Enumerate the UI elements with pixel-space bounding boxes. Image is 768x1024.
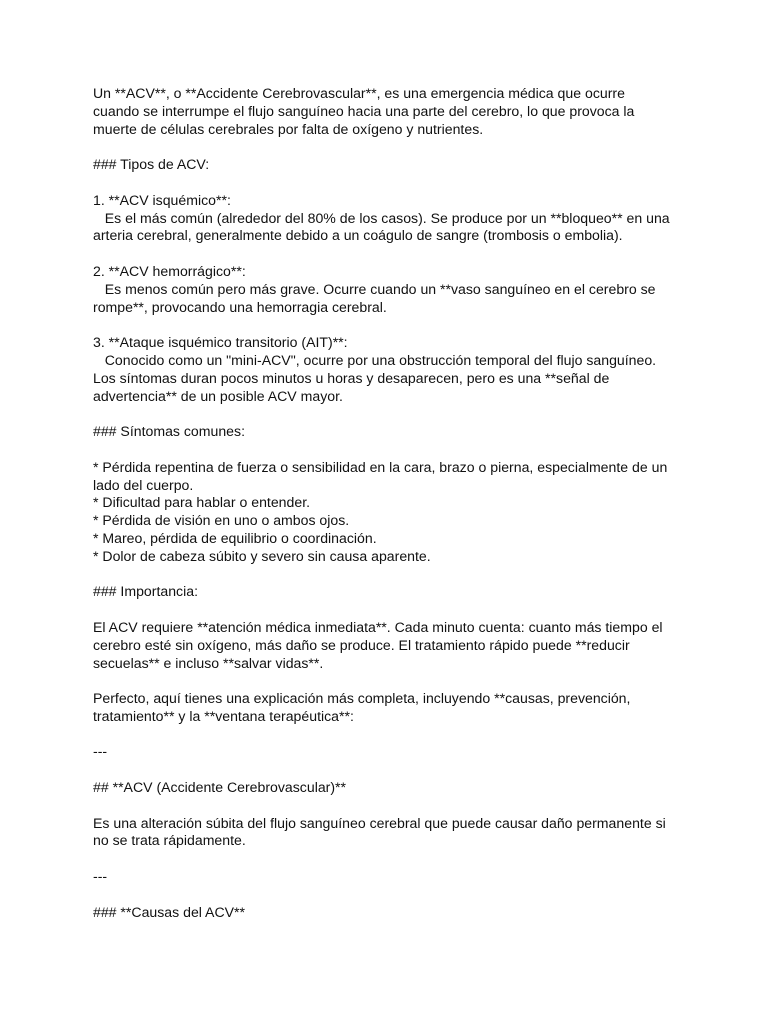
blank-line xyxy=(93,761,683,779)
blank-line xyxy=(93,405,683,423)
blank-line xyxy=(93,850,683,868)
intro-paragraph xyxy=(93,85,683,138)
text-line: cuando se interrumpe el flujo sanguíneo hacia una parte del cerebro, lo que provoca la xyxy=(93,102,635,119)
importancia-heading: ### Importancia: xyxy=(93,583,198,600)
tipo-3-item xyxy=(93,334,683,405)
text-line: advertencia** de un posible ACV mayor. xyxy=(93,387,343,404)
text-line: Conocido como un "mini-ACV", ocurre por una obstrucción temporal del flujo sanguíneo. xyxy=(93,351,657,368)
text-line: 3. **Ataque isquémico transitorio (AIT)**: xyxy=(93,334,348,351)
list-item: * Dolor de cabeza súbito y severo sin causa aparente. xyxy=(93,547,431,564)
causas-heading: ### **Causas del ACV** xyxy=(93,903,245,920)
blank-line xyxy=(93,797,683,815)
list-item: * Mareo, pérdida de equilibrio o coordinación. xyxy=(93,529,377,546)
blank-line xyxy=(93,174,683,192)
tipos-heading: ### Tipos de ACV: xyxy=(93,156,210,173)
text-line: Es una alteración súbita del flujo sanguíneo cerebral que puede causar daño permanente si xyxy=(93,814,666,831)
blank-line xyxy=(93,566,683,584)
sintomas-list xyxy=(93,459,683,566)
separator-line: --- xyxy=(93,743,108,760)
blank-line xyxy=(93,138,683,156)
blank-line xyxy=(93,316,683,334)
document-text xyxy=(93,85,683,921)
text-line: secuelas** e incluso **salvar vidas**. xyxy=(93,654,324,671)
list-item: * Pérdida de visión en uno o ambos ojos. xyxy=(93,512,350,529)
definicion-paragraph xyxy=(93,815,683,851)
text-line: 1. **ACV isquémico**: xyxy=(93,191,231,208)
list-item: * Dificultad para hablar o entender. xyxy=(93,494,311,511)
text-line: Los síntomas duran pocos minutos u horas y desaparecen, pero es una **señal de xyxy=(93,369,610,386)
text-line: 2. **ACV hemorrágico**: xyxy=(93,262,246,279)
acv-heading: ## **ACV (Accidente Cerebrovascular)** xyxy=(93,779,347,796)
perfecto-paragraph xyxy=(93,690,683,726)
importancia-paragraph xyxy=(93,619,683,672)
text-line: Un **ACV**, o **Accidente Cerebrovascular**, es una emergencia médica que ocurre xyxy=(93,85,625,101)
text-line: El ACV requiere **atención médica inmediata**. Cada minuto cuenta: cuanto más tiempo el xyxy=(93,618,663,635)
tipo-1-item xyxy=(93,192,683,245)
list-item: lado del cuerpo. xyxy=(93,476,194,493)
tipo-2-item xyxy=(93,263,683,316)
text-line: Es menos común pero más grave. Ocurre cuando un **vaso sanguíneo en el cerebro se xyxy=(93,280,656,297)
blank-line xyxy=(93,601,683,619)
text-line: cerebro esté sin oxígeno, más daño se produce. El tratamiento rápido puede **reducir xyxy=(93,636,630,653)
text-line: Perfecto, aquí tienes una explicación más completa, incluyendo **causas, prevención, xyxy=(93,690,631,707)
sintomas-heading: ### Síntomas comunes: xyxy=(93,423,245,440)
text-line: no se trata rápidamente. xyxy=(93,832,246,849)
blank-line xyxy=(93,886,683,904)
text-line: rompe**, provocando una hemorragia cerebral. xyxy=(93,298,387,315)
blank-line xyxy=(93,441,683,459)
list-item: * Pérdida repentina de fuerza o sensibilidad en la cara, brazo o pierna, especialmente de un xyxy=(93,458,668,475)
blank-line xyxy=(93,726,683,744)
text-line: Es el más común (alrededor del 80% de los casos). Se produce por un **bloqueo** en una xyxy=(93,209,670,226)
separator-line: --- xyxy=(93,868,108,885)
blank-line xyxy=(93,672,683,690)
text-line: arteria cerebral, generalmente debido a un coágulo de sangre (trombosis o embolia). xyxy=(93,227,623,244)
text-line: muerte de células cerebrales por falta de oxígeno y nutrientes. xyxy=(93,120,484,137)
blank-line xyxy=(93,245,683,263)
text-line: tratamiento** y la **ventana terapéutica**: xyxy=(93,707,354,724)
